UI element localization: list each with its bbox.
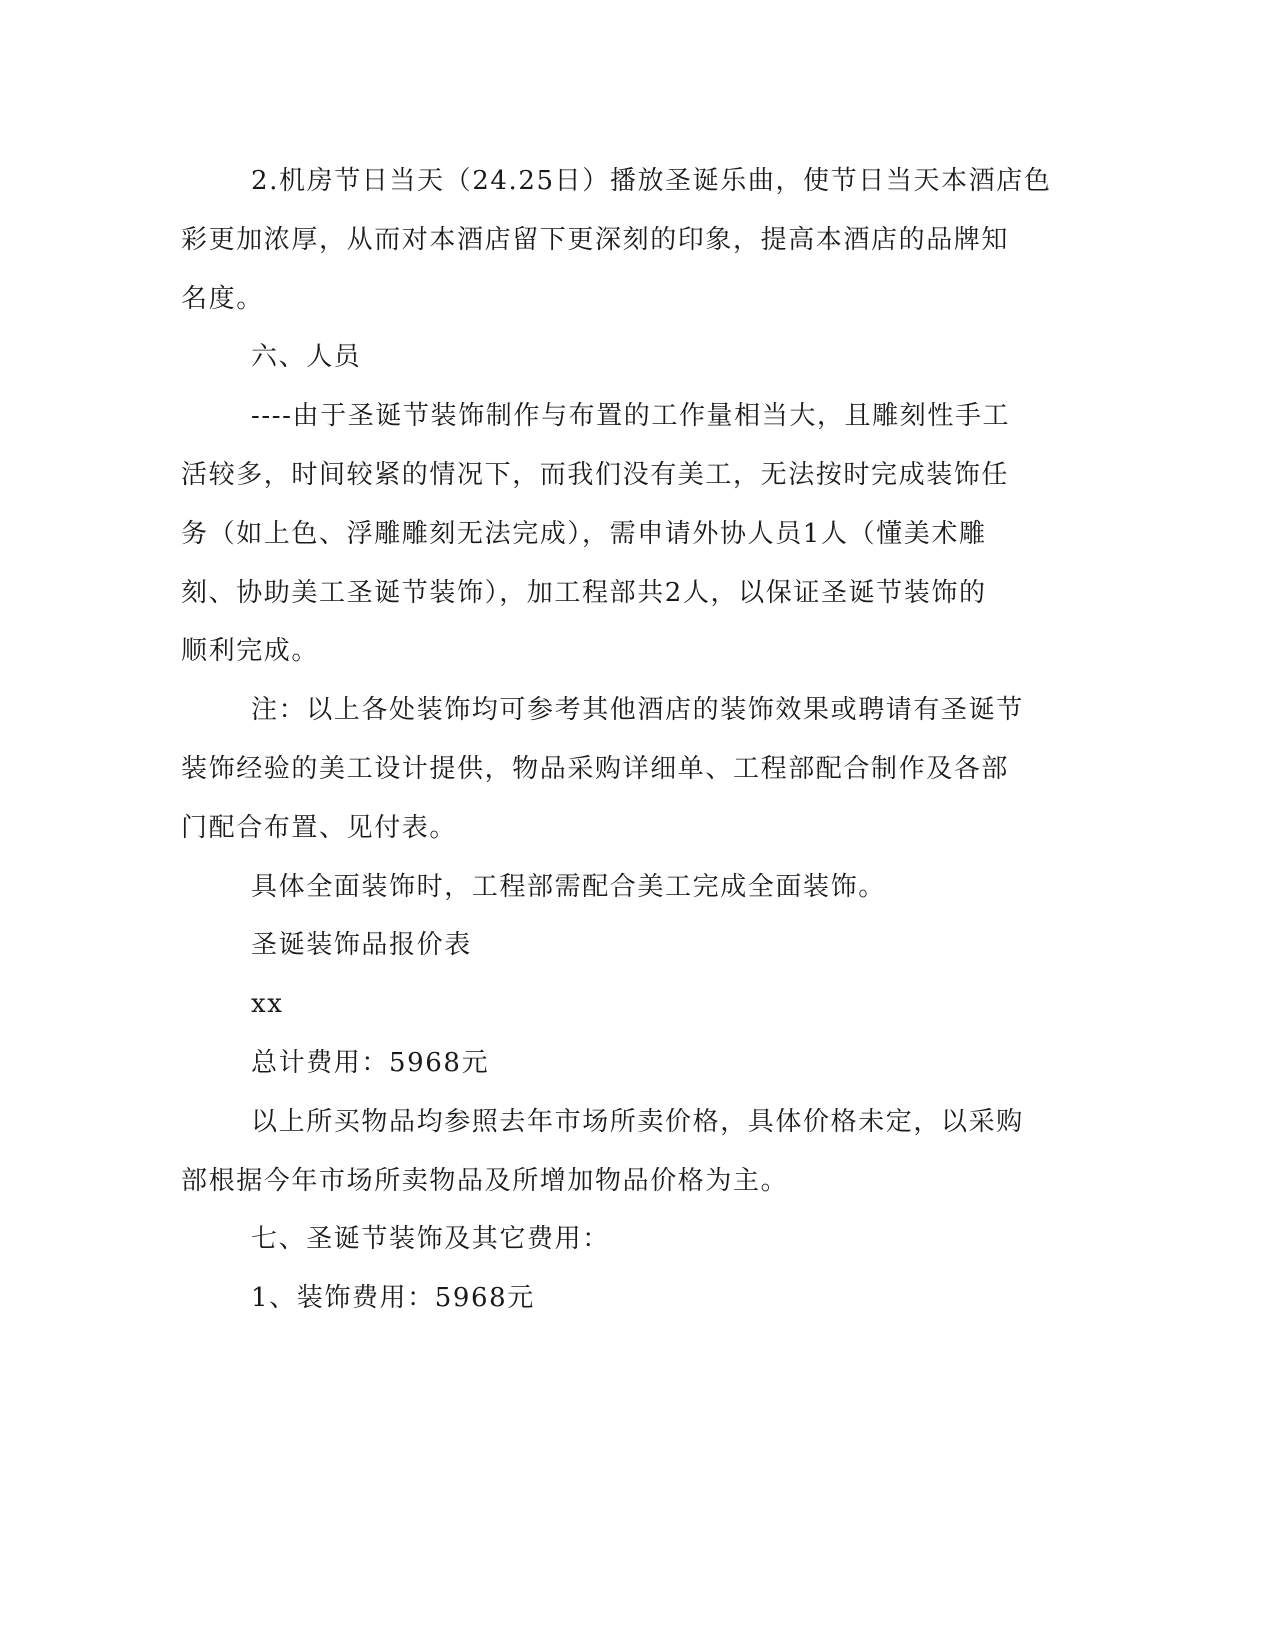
text-line: 活较多，时间较紧的情况下，而我们没有美工，无法按时完成装饰任 <box>181 459 1010 490</box>
text-line: 刻、协助美工圣诞节装饰），加工程部共2人，以保证圣诞节装饰的 <box>181 577 987 608</box>
text-line: 门配合布置、见付表。 <box>181 812 458 843</box>
text-line: 务（如上色、浮雕雕刻无法完成），需申请外协人员1人（懂美术雕 <box>181 518 987 549</box>
placeholder-text: xx <box>251 989 284 1020</box>
total-cost-line: 总计费用：5968元 <box>251 1047 490 1078</box>
text-line: 彩更加浓厚，从而对本酒店留下更深刻的印象，提高本酒店的品牌知 <box>181 224 1010 255</box>
text-line: 部根据今年市场所卖物品及所增加物品价格为主。 <box>181 1165 789 1196</box>
note-line: 注：以上各处装饰均可参考其他酒店的装饰效果或聘请有圣诞节 <box>251 695 1024 726</box>
text-line: 顺利完成。 <box>181 636 320 667</box>
quote-table-title: 圣诞装饰品报价表 <box>251 930 472 961</box>
decoration-cost-line: 1、装饰费用：5968元 <box>251 1283 535 1314</box>
text-line: 名度。 <box>181 283 264 314</box>
text-line: 2.机房节日当天（24.25日）播放圣诞乐曲，使节日当天本酒店色 <box>251 166 1052 196</box>
section-heading-costs: 七、圣诞节装饰及其它费用： <box>251 1224 610 1255</box>
text-line: 装饰经验的美工设计提供，物品采购详细单、工程部配合制作及各部 <box>181 753 1010 784</box>
text-line: 以上所买物品均参照去年市场所卖价格，具体价格未定，以采购 <box>251 1106 1024 1137</box>
section-heading-personnel: 六、人员 <box>251 342 362 373</box>
document-body <box>181 152 1052 1328</box>
text-line: 具体全面装饰时，工程部需配合美工完成全面装饰。 <box>251 871 886 902</box>
text-line: ----由于圣诞节装饰制作与布置的工作量相当大，且雕刻性手工 <box>251 401 1011 432</box>
